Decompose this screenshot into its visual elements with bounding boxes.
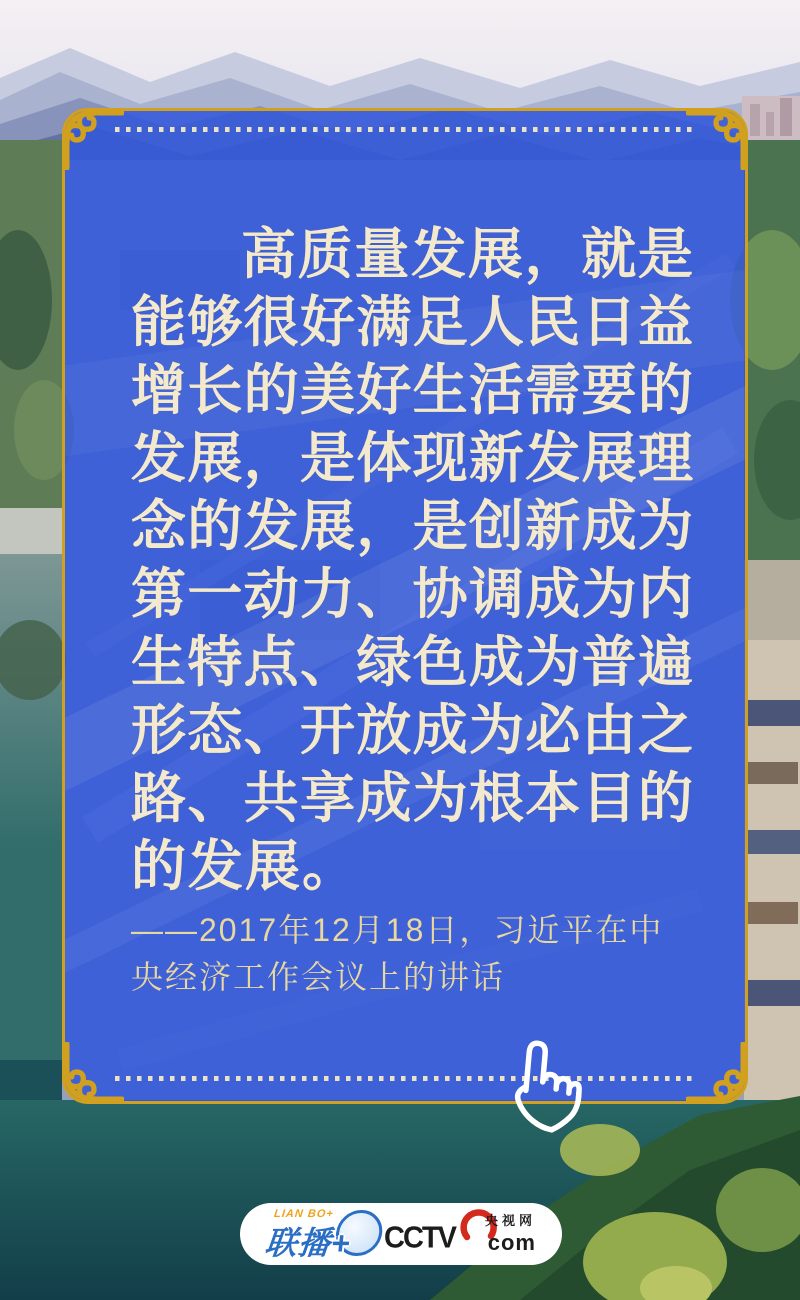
quote-panel bbox=[62, 108, 748, 1104]
dotted-border-bottom bbox=[115, 1076, 695, 1081]
attribution-line: 央经济工作会议上的讲话 bbox=[131, 959, 506, 995]
dotted-border-top bbox=[115, 127, 695, 132]
corner-scroll-icon bbox=[686, 1042, 748, 1104]
quote-line: 高 质 量 发 展 ， 就 是 bbox=[241, 223, 693, 285]
quote-line: 第 一 动 力 、 协 调 成 为 内 bbox=[131, 563, 693, 625]
lianbo-wordmark: 联播+ bbox=[263, 1225, 353, 1261]
quote-line: 发 展 ， 是 体 现 新 发 展 理 bbox=[131, 427, 693, 489]
corner-scroll-icon bbox=[62, 108, 124, 170]
quote-line: 增 长 的 美 好 生 活 需 要 的 bbox=[131, 359, 693, 421]
quote-line: 念 的 发 展 ， 是 创 新 成 为 bbox=[131, 495, 693, 557]
cctv-domain-suffix: com bbox=[487, 1230, 536, 1255]
corner-scroll-icon bbox=[62, 1042, 124, 1104]
quote-line: 生 特 点 、 绿 色 成 为 普 遍 bbox=[131, 631, 693, 693]
quote-line: 能 够 很 好 满 足 人 民 日 益 bbox=[131, 291, 693, 353]
cctv-site-name: 央视网 bbox=[484, 1213, 536, 1228]
cctv-com-logo bbox=[384, 1209, 536, 1259]
quote-line: 的 发 展 。 bbox=[131, 835, 358, 897]
attribution-line: ——2017年12月18日，习近平在中 bbox=[131, 912, 664, 948]
corner-scroll-icon bbox=[686, 108, 748, 170]
quote-text bbox=[131, 215, 693, 895]
quote-line: 路 、 共 享 成 为 根 本 目 的 bbox=[131, 767, 693, 829]
footer-logo-bar bbox=[240, 1203, 562, 1265]
cctv-wordmark: CCTV bbox=[384, 1221, 455, 1255]
quote-attribution bbox=[131, 907, 711, 1001]
lianbo-plus-logo bbox=[263, 1206, 387, 1262]
hand-cursor-icon bbox=[489, 1030, 598, 1150]
lianbo-tagline: LIAN BO+ bbox=[273, 1208, 335, 1220]
quote-line: 形 态 、 开 放 成 为 必 由 之 bbox=[131, 699, 693, 761]
distant-city bbox=[742, 96, 800, 146]
